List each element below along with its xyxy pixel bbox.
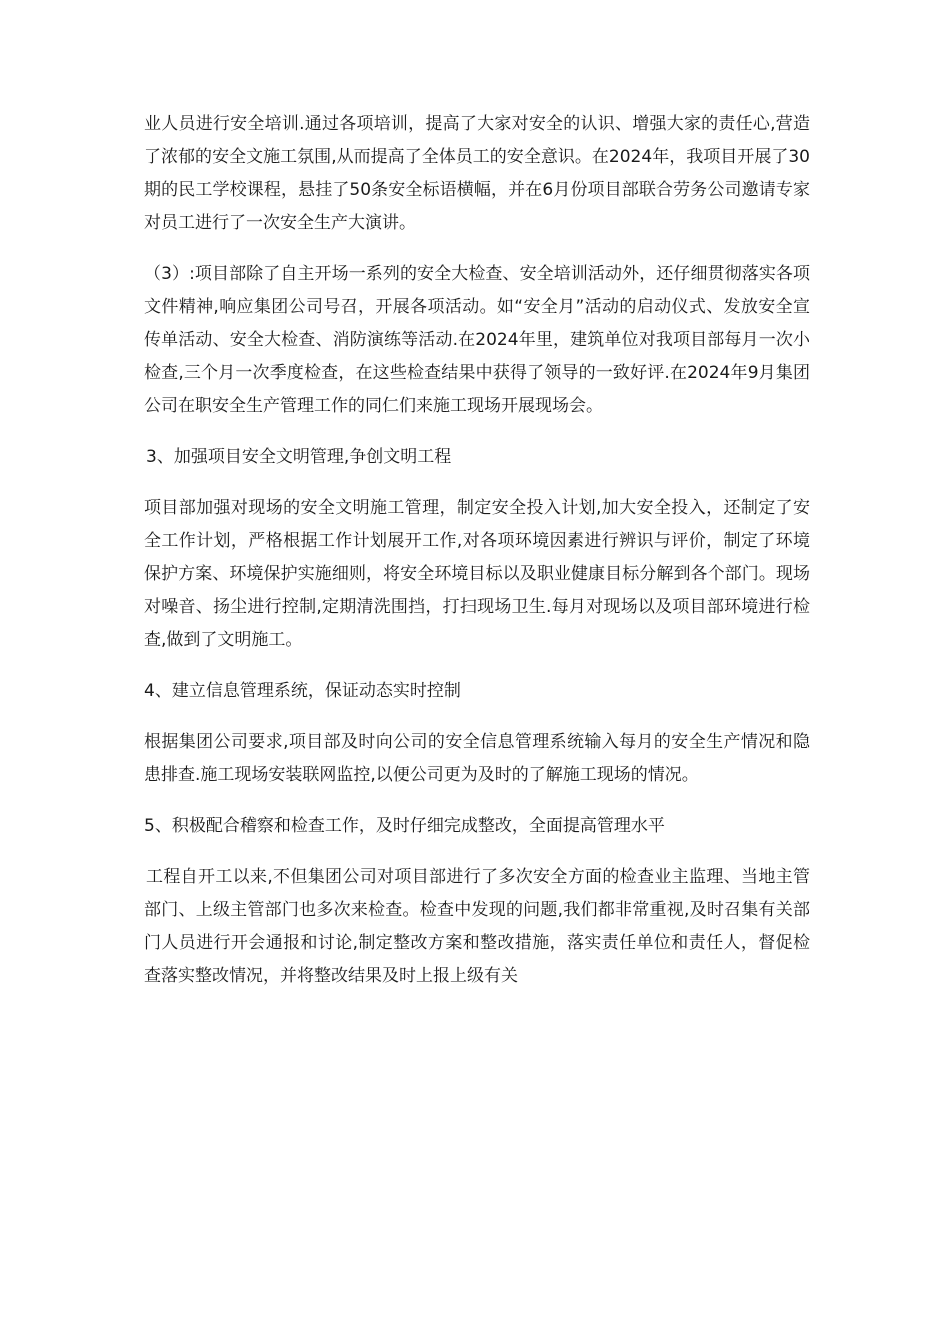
body-paragraph-training: 业人员进行安全培训.通过各项培训，提高了大家对安全的认识、增强大家的责任心,营造了浓郁的安全文施工氛围,从而提高了全体员工的安全意识。在2024年，我项目开展了30期的民工学校课程，悬挂了50条安全标语横幅，并在6月份项目部联合劳务公司邀请专家对员工进行了一次安全生产大演讲。 bbox=[144, 114, 810, 233]
body-paragraph-inspection: 工程自开工以来,不但集团公司对项目部进行了多次安全方面的检查业主监理、当地主管部门、上级主管部门也多次来检查。检查中发现的问题,我们都非常重视,及时召集有关部门人员进行开会通报和讨论,制定整改方案和整改措施，落实责任单位和责任人，督促检查落实整改情况，并将整改结果及时上报上级有关 bbox=[144, 867, 810, 986]
document-body bbox=[144, 108, 810, 1011]
body-paragraph-information-system: 根据集团公司要求,项目部及时向公司的安全信息管理系统输入每月的安全生产情况和隐患排查.施工现场安装联网监控,以便公司更为及时的了解施工现场的情况。 bbox=[144, 732, 810, 785]
body-paragraph-civilized-construction: 项目部加强对现场的安全文明施工管理，制定安全投入计划,加大安全投入，还制定了安全工作计划，严格根据工作计划展开工作,对各项环境因素进行辨识与评价，制定了环境保护方案、环境保护实施细则，将安全环境目标以及职业健康目标分解到各个部门。现场对噪音、扬尘进行控制,定期清洗围挡，打扫现场卫生.每月对现场以及项目部环境进行检查,做到了文明施工。 bbox=[144, 498, 810, 650]
section-heading-5: 5、积极配合稽察和检查工作，及时仔细完成整改，全面提高管理水平 bbox=[144, 816, 665, 836]
section-heading-3: 3、加强项目安全文明管理,争创文明工程 bbox=[146, 447, 452, 467]
section-heading-4: 4、建立信息管理系统，保证动态实时控制 bbox=[144, 681, 461, 701]
body-paragraph-activities: （3）:项目部除了自主开场一系列的安全大检查、安全培训活动外，还仔细贯彻落实各项文件精神,响应集团公司号召，开展各项活动。如“安全月”活动的启动仪式、发放安全宣传单活动、安全大检查、消防演练等活动.在2024年里，建筑单位对我项目部每月一次小检查,三个月一次季度检查，在这些检查结果中获得了领导的一致好评.在2024年9月集团公司在职安全生产管理工作的同仁们来施工现场开展现场会。 bbox=[144, 264, 810, 416]
